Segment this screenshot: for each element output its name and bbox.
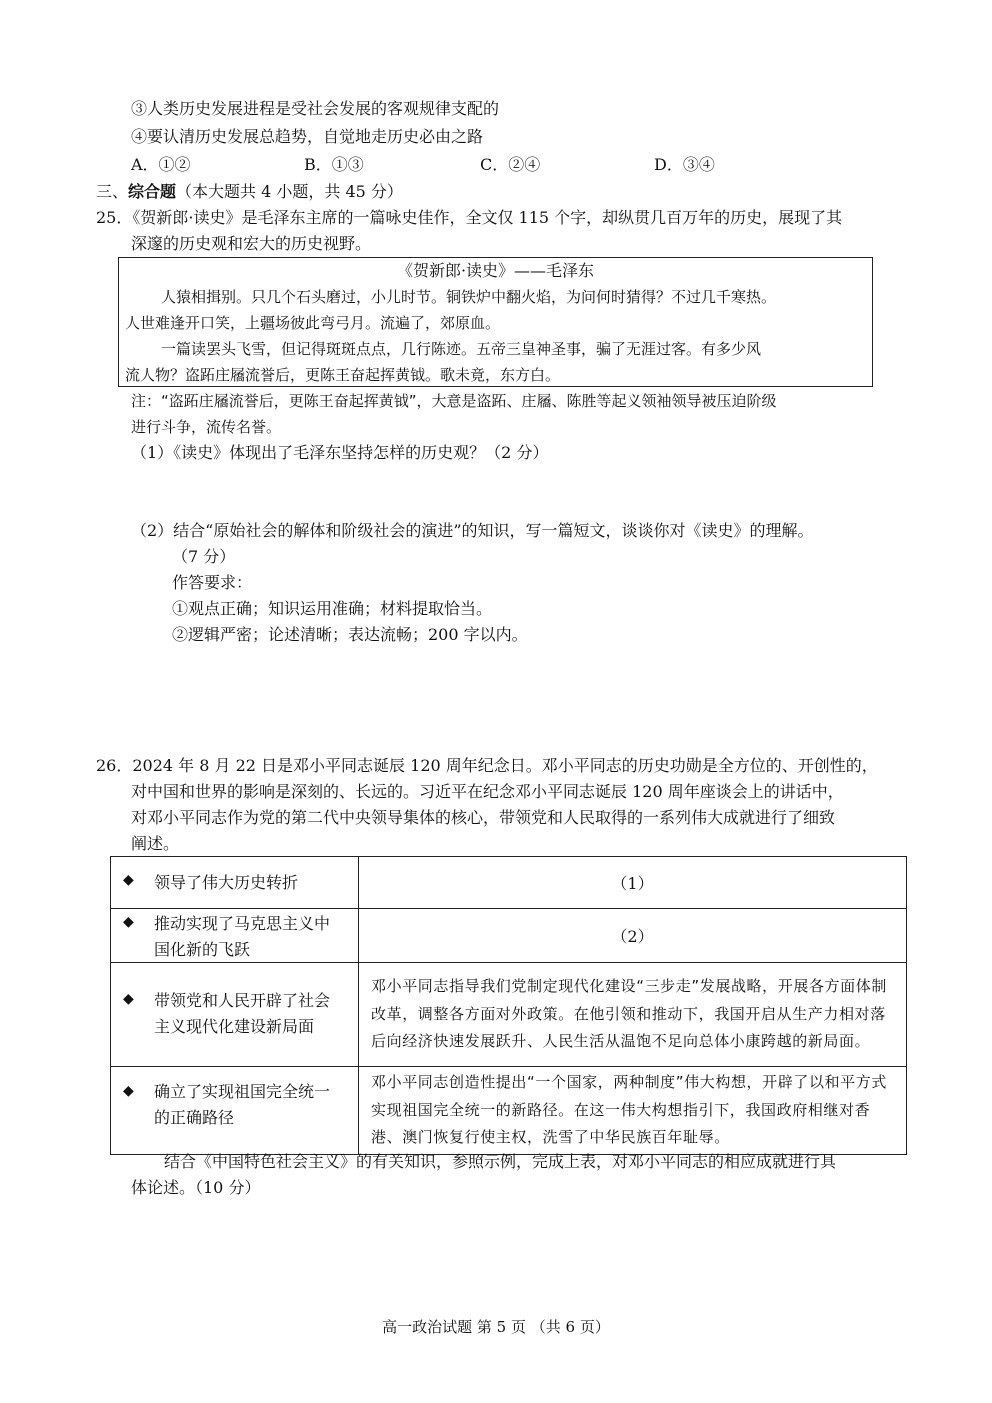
q25-requirement-1: ①观点正确；知识运用准确；材料提取恰当。 (172, 599, 493, 618)
q24-option-3: ③人类历史发展进程是受社会发展的客观规律支配的 (131, 99, 500, 118)
example-content (359, 963, 907, 1067)
q25-subquestion-2-line-2: （7 分） (172, 547, 236, 566)
achievement-label-line-2: 的正确路径 (154, 1108, 235, 1127)
example-text: 邓小平同志创造性提出“一个国家，两种制度”伟大构想，开辟了以和平方式实现祖国完全统一的新路径。在这一伟大构想指引下，我国政府相继对香港、澳门恢复行使主权，洗雪了中华民族百年耻辱。 (371, 1073, 887, 1146)
section-3-heading (96, 181, 403, 203)
q24-choice-d: D．③④ (654, 155, 715, 174)
achievements-table (110, 856, 907, 1155)
achievement-cell (111, 909, 359, 963)
table-row (111, 909, 907, 963)
q24-choice-c: C．②④ (480, 155, 541, 174)
section-3-note: （本大题共 4 小题，共 45 分） (176, 182, 403, 201)
q25-requirements-title: 作答要求： (172, 573, 253, 592)
q25-requirement-2: ②逻辑严密；论述清晰；表达流畅；200 字以内。 (172, 625, 528, 644)
poem-line-2: 人世难逢开口笑，上疆场彼此弯弓月。流遍了，郊原血。 (125, 314, 501, 332)
table-row (111, 857, 907, 909)
q25-note-line-1: 注：“盗跖庄屩流誉后，更陈王奋起挥黄钺”，大意是盗跖、庄屩、陈胜等起义领袖领导被压迫阶级 (131, 392, 777, 410)
poem-line-1: 人猿相揖别。只几个石头磨过，小儿时节。铜铁炉中翻火焰，为问何时猜得？不过几千寒热。 (161, 288, 777, 306)
poem-title: 《贺新郎·读史》——毛泽东 (396, 261, 595, 280)
achievement-label-line-2: 主义现代化建设新局面 (154, 1017, 315, 1036)
achievement-cell (111, 1067, 359, 1155)
q26-stem-line-1: 26．2024 年 8 月 22 日是邓小平同志诞辰 120 周年纪念日。邓小平同志的历史功勋是全方位的、开创性的， (96, 756, 878, 775)
poem-line-4: 流人物？盗跖庄屩流誉后，更陈王奋起挥黄钺。歌未竟，东方白。 (125, 366, 561, 384)
answer-blank-1: （1） (359, 857, 907, 909)
poem-line-3: 一篇读罢头飞雪，但记得斑斑点点，几行陈迹。五帝三皇神圣事，骗了无涯过客。有多少风 (161, 340, 762, 358)
q24-choice-a: A．①② (131, 155, 191, 174)
q26-stem-line-3: 对邓小平同志作为党的第二代中央领导集体的核心，带领党和人民取得的一系列伟大成就进行了细致 (131, 808, 836, 827)
achievement-label: 领导了伟大历史转折 (154, 873, 299, 892)
q24-choice-b: B．①③ (304, 155, 364, 174)
bullet-icon: ◆ (123, 872, 134, 888)
q26-instruction-line-1: 结合《中国特色社会主义》的有关知识，参照示例，完成上表，对邓小平同志的相应成就进行具 (164, 1152, 837, 1171)
section-3-title: 综合题 (128, 182, 177, 201)
achievement-cell (111, 963, 359, 1067)
poem-box (118, 257, 873, 387)
q26-stem-line-2: 对中国和世界的影响是深刻的、长远的。习近平在纪念邓小平同志诞辰 120 周年座谈会上的讲话中， (131, 782, 844, 801)
q26-instruction-line-2: 体论述。（10 分） (131, 1178, 261, 1197)
section-3-prefix: 三、 (96, 182, 129, 201)
q24-option-4: ④要认清历史发展总趋势，自觉地走历史必由之路 (131, 127, 484, 146)
page-footer: 高一政治试题 第 5 页 （共 6 页） (382, 1318, 610, 1336)
table-row (111, 963, 907, 1067)
bullet-icon: ◆ (123, 991, 134, 1007)
achievement-label-line-1: 带领党和人民开辟了社会 (154, 991, 331, 1010)
q25-stem-line-1: 25．《贺新郎·读史》是毛泽东主席的一篇咏史佳作，全文仅 115 个字，却纵贯几百万年的历史，展现了其 (96, 208, 843, 227)
q25-subquestion-2-line-1: （2）结合“原始社会的解体和阶级社会的演进”的知识，写一篇短文，谈谈你对《读史》的理解。 (131, 521, 814, 540)
achievement-label-line-1: 推动实现了马克思主义中 (154, 914, 331, 933)
bullet-icon: ◆ (123, 914, 134, 930)
achievement-label-line-2: 国化新的飞跃 (154, 940, 251, 959)
q25-subquestion-1: （1）《读史》体现出了毛泽东坚持怎样的历史观？（2 分） (131, 443, 549, 462)
bullet-icon: ◆ (123, 1083, 134, 1099)
achievement-label-line-1: 确立了实现祖国完全统一 (154, 1082, 331, 1101)
example-content (359, 1067, 907, 1155)
q25-stem-line-2: 深邃的历史观和宏大的历史视野。 (131, 234, 372, 253)
example-text: 邓小平同志指导我们党制定现代化建设“三步走”发展战略，开展各方面体制改革，调整各方面对外政策。在他引领和推动下，我国开启从生产力相对落后向经济快速发展跃升、人民生活从温饱不足向总体小康跨越的新局面。 (371, 977, 887, 1051)
answer-blank-2: （2） (359, 909, 907, 963)
table-row (111, 1067, 907, 1155)
q26-stem-line-4: 阐述。 (131, 834, 180, 853)
achievement-cell (111, 857, 359, 909)
q25-note-line-2: 进行斗争，流传名誉。 (131, 418, 282, 436)
